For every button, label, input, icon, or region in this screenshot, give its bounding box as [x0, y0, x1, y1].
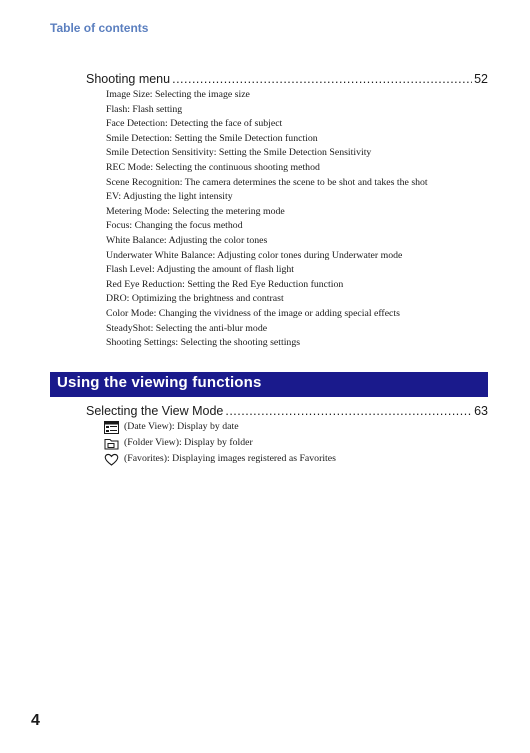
toc-subitem[interactable]: Red Eye Reduction: Setting the Red Eye Reduction function [106, 278, 344, 290]
shooting-menu-subitems [106, 88, 428, 351]
toc-subitem[interactable]: Focus: Changing the focus method [106, 220, 243, 232]
toc-entry-label: Shooting menu [86, 72, 171, 86]
toc-subitem[interactable]: Flash: Flash setting [106, 103, 183, 115]
toc-subitem[interactable]: SteadyShot: Selecting the anti-blur mode [106, 322, 268, 334]
toc-subitem-label: (Folder View): Display by folder [124, 437, 253, 448]
toc-subitem[interactable]: White Balance: Adjusting the color tones [106, 234, 268, 246]
toc-subitem[interactable]: Underwater White Balance: Adjusting color tones during Underwater mode [106, 249, 403, 261]
toc-subitem-label: (Date View): Display by date [124, 421, 239, 432]
toc-subitem[interactable]: DRO: Optimizing the brightness and contrast [106, 293, 284, 305]
toc-entry-label: Selecting the View Mode [86, 404, 224, 418]
toc-subitem[interactable]: Metering Mode: Selecting the metering mode [106, 205, 285, 217]
toc-entry-shooting-menu[interactable] [86, 72, 488, 86]
section-title: Using the viewing functions [57, 374, 262, 391]
toc-subitem[interactable]: REC Mode: Selecting the continuous shooting method [106, 161, 320, 173]
view-mode-subitems [104, 419, 336, 467]
folder-view-icon [104, 437, 119, 450]
header-title: Table of contents [50, 21, 149, 35]
toc-subitem[interactable]: Scene Recognition: The camera determines the scene to be shot and takes the shot [106, 176, 428, 188]
toc-subitem[interactable]: EV: Adjusting the light intensity [106, 191, 233, 203]
toc-subitem[interactable]: Shooting Settings: Selecting the shooting settings [106, 337, 301, 349]
toc-subitem[interactable]: Image Size: Selecting the image size [106, 89, 250, 100]
toc-subitem-label: (Favorites): Displaying images registered as Favorites [124, 453, 336, 464]
toc-subitem-favorites[interactable] [104, 451, 336, 467]
toc-subitem[interactable]: Smile Detection: Setting the Smile Detection function [106, 132, 318, 144]
toc-subitem[interactable]: Color Mode: Changing the vividness of the image or adding special effects [106, 307, 400, 319]
toc-subitem-folder-view[interactable] [104, 435, 336, 451]
section-header-viewing-functions [50, 372, 488, 397]
toc-entry-page: 63 [474, 404, 488, 418]
toc-subitem[interactable]: Smile Detection Sensitivity: Setting the Smile Detection Sensitivity [106, 147, 372, 159]
toc-subitem-date-view[interactable] [104, 419, 336, 435]
dot-leader [225, 404, 472, 418]
page-number: 4 [31, 712, 40, 729]
toc-subitem[interactable]: Face Detection: Detecting the face of subject [106, 118, 283, 130]
date-view-icon [104, 421, 119, 434]
toc-subitem[interactable]: Flash Level: Adjusting the amount of flash light [106, 264, 295, 276]
favorites-heart-icon [104, 453, 119, 466]
toc-entry-view-mode[interactable] [86, 404, 488, 418]
dot-leader [172, 72, 472, 86]
toc-entry-page: 52 [474, 72, 488, 86]
